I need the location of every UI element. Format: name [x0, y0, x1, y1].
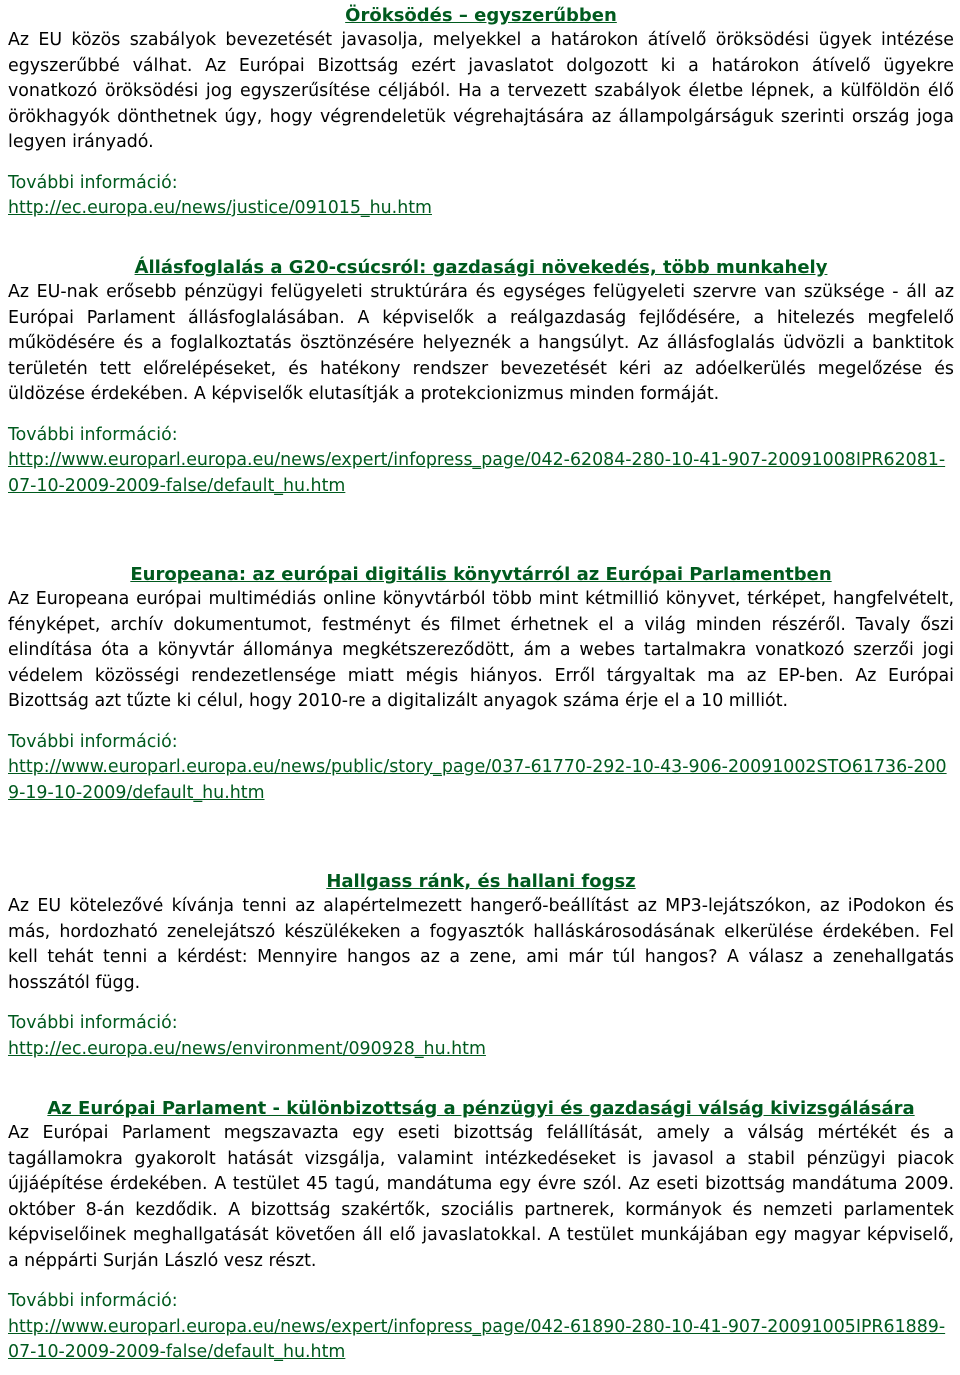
article-body: Az Európai Parlament megszavazta egy eseti bizottság felállítását, amely a válság mértékét és a tagállamokra gyakorolt hatását vizsgálja, valamint intézkedéseket is javasol a stabil pénzügyi piacok újjáépítése érdekében. A testület 45 tagú, mandátuma egy évre szól. Az eseti bizottság mandátuma 2009. október 8-án kezdődik. A bizottság szakértők, szociális partnerek, kormányok és nemzeti parlamentek képviselőinek meghallgatását követően áll elő javaslatokkal. A testület munkájában egy magyar képviselő, a néppárti Surján László vesz részt. [8, 1123, 954, 1271]
more-info-label: További információ: [8, 731, 178, 752]
article-body: Az EU közös szabályok bevezetését javasolja, melyekkel a határokon átívelő öröksödési ügyek intézése egyszerűbbé válhat. Az Európai Bizottság ezért javaslatot dolgozott ki a határokon átívelő ügyekre vonatkozó öröksödési jog egyszerűsítése céljából. Ha a tervezett szabályok életbe lépnek, a külföldön élő örökhagyók dönthetnek úgy, hogy végrendeletük végrehajtására az állampolgárságuk szerinti ország joga legyen irányadó. [8, 30, 954, 152]
article-body: Az EU-nak erősebb pénzügyi felügyeleti struktúrára és egységes felügyeleti szervre van szüksége - áll az Európai Parlament állásfoglalásában. A képviselők a reálgazdaság fejlődésére, a hitelezés megfelelő működésére és a foglalkoztatás ösztönzésére helyeznék a hangsúlyt. Az állásfoglalás üdvözli a banktitok területén tett előrelépéseket, és hatékony rendszer bevezetését kéri az adóelkerülés megelőzése és üldözése érdekében. A képviselők elutasítják a protekcionizmus minden formáját. [8, 282, 954, 404]
article-crisis-committee [8, 1096, 954, 1366]
more-info-link[interactable]: http://ec.europa.eu/news/justice/091015_hu.htm [8, 198, 432, 218]
more-info-link[interactable]: http://ec.europa.eu/news/environment/090928_hu.htm [8, 1038, 486, 1059]
more-info-link[interactable]: http://www.europarl.europa.eu/news/expert/infopress_page/042-61890-280-10-41-907-20091005IPR61889-07-10-2009-2009-false/default_hu.htm [8, 1316, 946, 1362]
more-info-label: További információ: [8, 172, 178, 193]
more-info-link[interactable]: http://www.europarl.europa.eu/news/expert/infopress_page/042-62084-280-10-41-907-20091008IPR62081-07-10-2009-2009-false/default_hu.htm [8, 450, 946, 496]
article-body: Az Europeana európai multimédiás online könyvtárból több mint kétmillió könyvet, térképet, hangfelvételt, fényképet, archív dokumentumot, festményt és filmet érhetnek el a világ minden részéről. Tavaly őszi elindítása óta a könyvtár állománya megkétszereződött, ám a webes tartalmakra vonatkozó szerzői jogi védelem közösségi rendezetlensége miatt mégis hiányos. Erről tárgyaltak ma az EP-ben. Az Európai Bizottság azt tűzte ki célul, hogy 2010-re a digitalizált anyagok száma érje el a 10 milliót. [8, 589, 954, 711]
more-info-label: További információ: [8, 424, 178, 445]
article-title: Állásfoglalás a G20-csúcsról: gazdasági növekedés, több munkahely [134, 257, 828, 278]
article-g20 [8, 255, 954, 499]
article-title: Öröksödés – egyszerűbben [345, 5, 617, 26]
article-body: Az EU kötelezővé kívánja tenni az alapértelmezett hangerő-beállítást az MP3-lejátszókon, az iPodokon és más, hordozható zenelejátszó készülékeken a fogyasztók halláskárosodásának elkerülése érdekében. Fel kell tehát tenni a kérdést: Mennyire hangos az a zene, ami már túl hangos? A válasz a zenehallgatás hosszától függ. [8, 896, 954, 993]
more-info-label: További információ: [8, 1013, 178, 1033]
article-inheritance [8, 3, 954, 222]
article-title: Hallgass ránk, és hallani fogsz [326, 871, 636, 892]
article-title: Europeana: az európai digitális könyvtárról az Európai Parlamentben [130, 564, 832, 585]
article-europeana [8, 562, 954, 806]
more-info-link[interactable]: http://www.europarl.europa.eu/news/public/story_page/037-61770-292-10-43-906-20091002STO61736-2009-19-10-2009/default_hu.htm [8, 757, 947, 803]
more-info-label: További információ: [8, 1291, 178, 1311]
article-hearing [8, 869, 954, 1062]
article-title: Az Európai Parlament - különbizottság a pénzügyi és gazdasági válság kivizsgálására [47, 1098, 915, 1119]
